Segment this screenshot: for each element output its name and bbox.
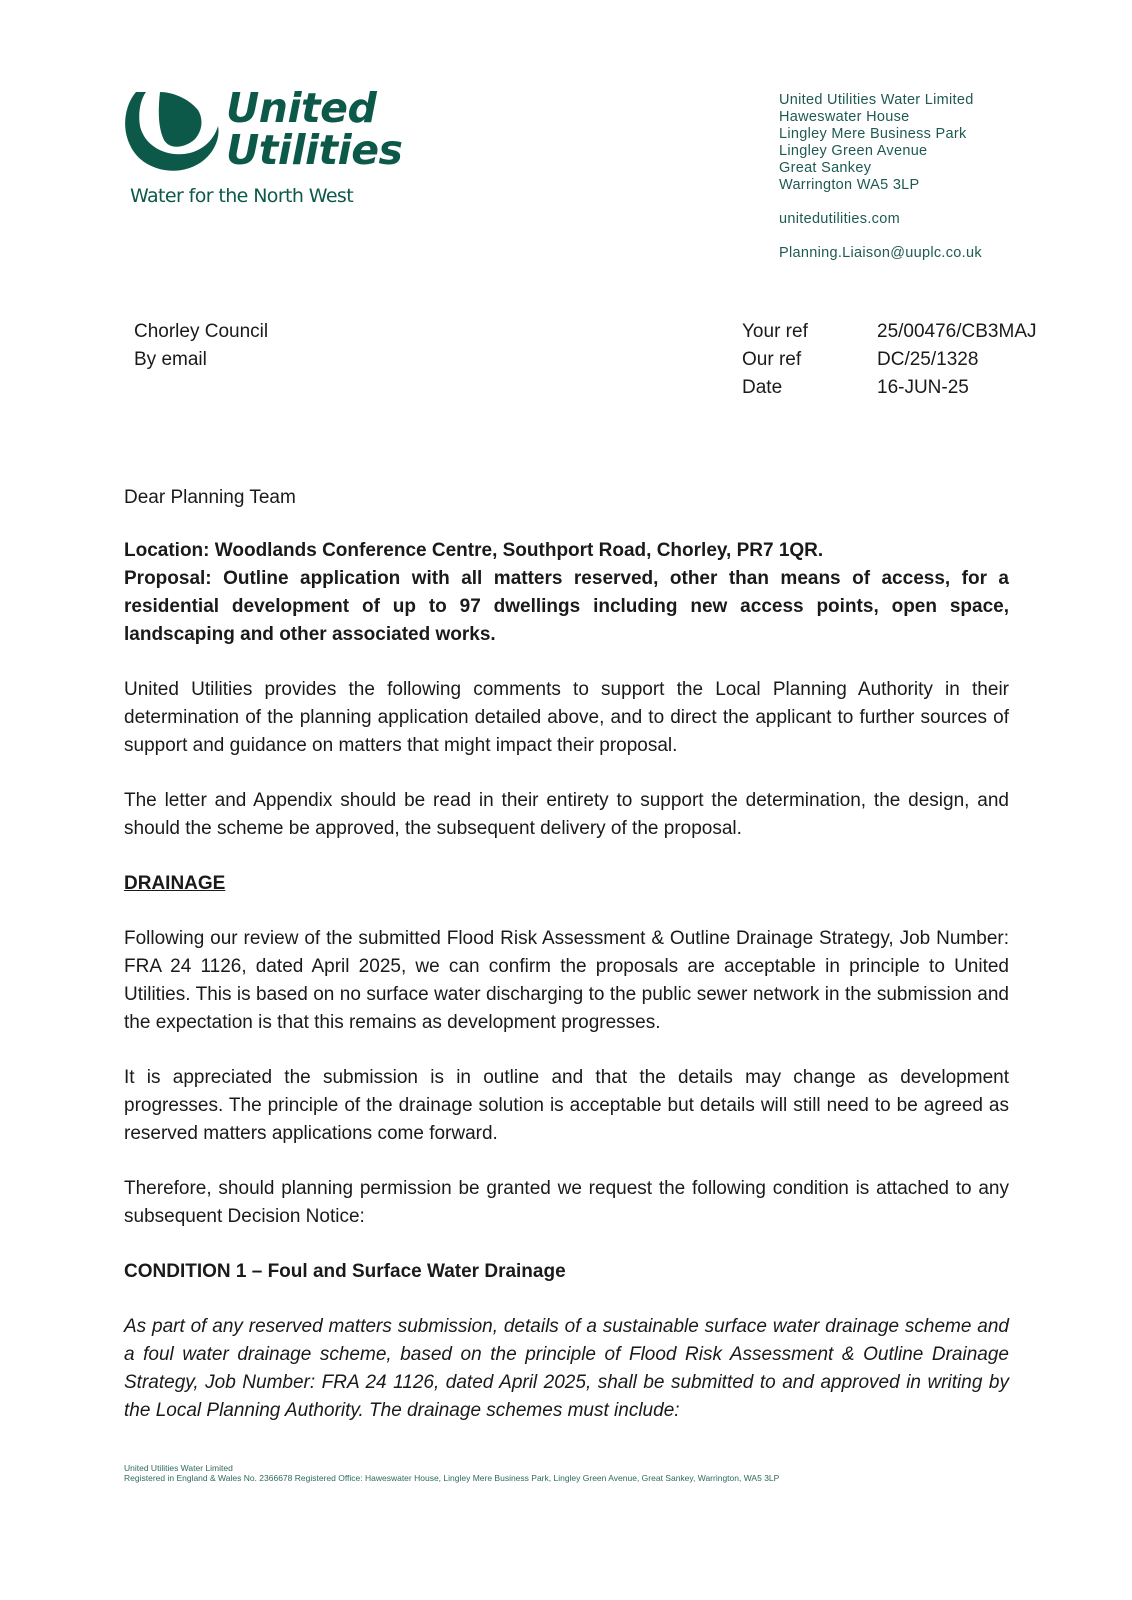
reference-label: Our ref xyxy=(742,349,802,370)
condition-heading: CONDITION 1 – Foul and Surface Water Drainage xyxy=(124,1261,566,1282)
reference-value: 16-JUN-25 xyxy=(877,377,969,398)
footer-company: United Utilities Water Limited xyxy=(124,1463,233,1473)
spacer xyxy=(779,194,982,211)
logo-tagline: Water for the North West xyxy=(130,185,354,207)
sender-address-line: Great Sankey xyxy=(779,160,872,176)
sender-address-line: Haweswater House xyxy=(779,109,910,125)
intro-paragraph: United Utilities provides the following comments to support the Local Planning Authority in their determination of the planning application detailed above, and to direct the applicant to further sources of support and guidance on matters that might impact their proposal. xyxy=(124,679,1009,756)
united-utilities-logo xyxy=(122,84,403,218)
united-utilities-logo-icon xyxy=(122,88,222,174)
sender-website-link[interactable]: unitedutilities.com xyxy=(779,211,900,227)
reference-row-date xyxy=(742,374,1037,402)
reference-row-your-ref xyxy=(742,318,1037,346)
reference-label: Your ref xyxy=(742,321,808,342)
logo-word-united: United xyxy=(226,84,377,132)
logo-word-utilities: Utilities xyxy=(226,126,403,174)
appendix-note-paragraph: The letter and Appendix should be read in their entirety to support the determination, the design, and should the scheme be approved, the subsequent delivery of the proposal. xyxy=(124,790,1009,839)
sender-address-line: United Utilities Water Limited xyxy=(779,92,974,108)
location-line: Location: Woodlands Conference Centre, Southport Road, Chorley, PR7 1QR. xyxy=(124,540,824,561)
salutation: Dear Planning Team xyxy=(124,487,296,508)
drainage-paragraph-3: Therefore, should planning permission be granted we request the following condition is attached to any subsequent Decision Notice: xyxy=(124,1178,1009,1227)
spacer xyxy=(779,228,982,245)
recipient-delivery: By email xyxy=(134,349,207,370)
sender-address-line: Warrington WA5 3LP xyxy=(779,177,920,193)
reference-block xyxy=(742,318,1037,402)
reference-label: Date xyxy=(742,377,783,398)
sender-address-line: Lingley Mere Business Park xyxy=(779,126,967,142)
condition-text: As part of any reserved matters submission, details of a sustainable surface water drainage scheme and a foul water drainage scheme, based on the principle of Flood Risk Assessment & Outline Drainage Strategy, Job Number: FRA 24 1126, dated April 2025, shall be submitted to and approved in writing by the Local Planning Authority. The drainage schemes must include: xyxy=(124,1316,1009,1421)
sender-address xyxy=(779,92,982,262)
footer-registration: Registered in England & Wales No. 2366678 Registered Office: Haweswater House, Lingley Mere Business Park, Lingley Green Avenue, Great Sankey, Warrington, WA5 3LP xyxy=(124,1473,780,1483)
proposal-paragraph: Proposal: Outline application with all matters reserved, other than means of access, for a residential development of up to 97 dwellings including new access points, open space, landscaping and other associated works. xyxy=(124,568,1009,645)
reference-row-our-ref xyxy=(742,346,1037,374)
letter-body xyxy=(124,484,1009,1452)
page-footer xyxy=(124,1463,779,1483)
sender-address-line: Lingley Green Avenue xyxy=(779,143,928,159)
drainage-paragraph-2: It is appreciated the submission is in outline and that the details may change as development progresses. The principle of the drainage solution is acceptable but details will still need to be agreed as reserved matters applications come forward. xyxy=(124,1067,1009,1144)
reference-value: 25/00476/CB3MAJ xyxy=(877,321,1037,342)
sender-email-link[interactable]: Planning.Liaison@uuplc.co.uk xyxy=(779,245,982,261)
recipient-block xyxy=(134,318,268,374)
drainage-paragraph-1: Following our review of the submitted Flood Risk Assessment & Outline Drainage Strategy, Job Number: FRA 24 1126, dated April 2025, we can confirm the proposals are acceptable in principle to United Utilities. This is based on no surface water discharging to the public sewer network in the submission and the expectation is that this remains as development progresses. xyxy=(124,928,1009,1033)
section-heading-drainage: DRAINAGE xyxy=(124,873,226,894)
reference-value: DC/25/1328 xyxy=(877,349,979,370)
recipient-name: Chorley Council xyxy=(134,321,269,342)
